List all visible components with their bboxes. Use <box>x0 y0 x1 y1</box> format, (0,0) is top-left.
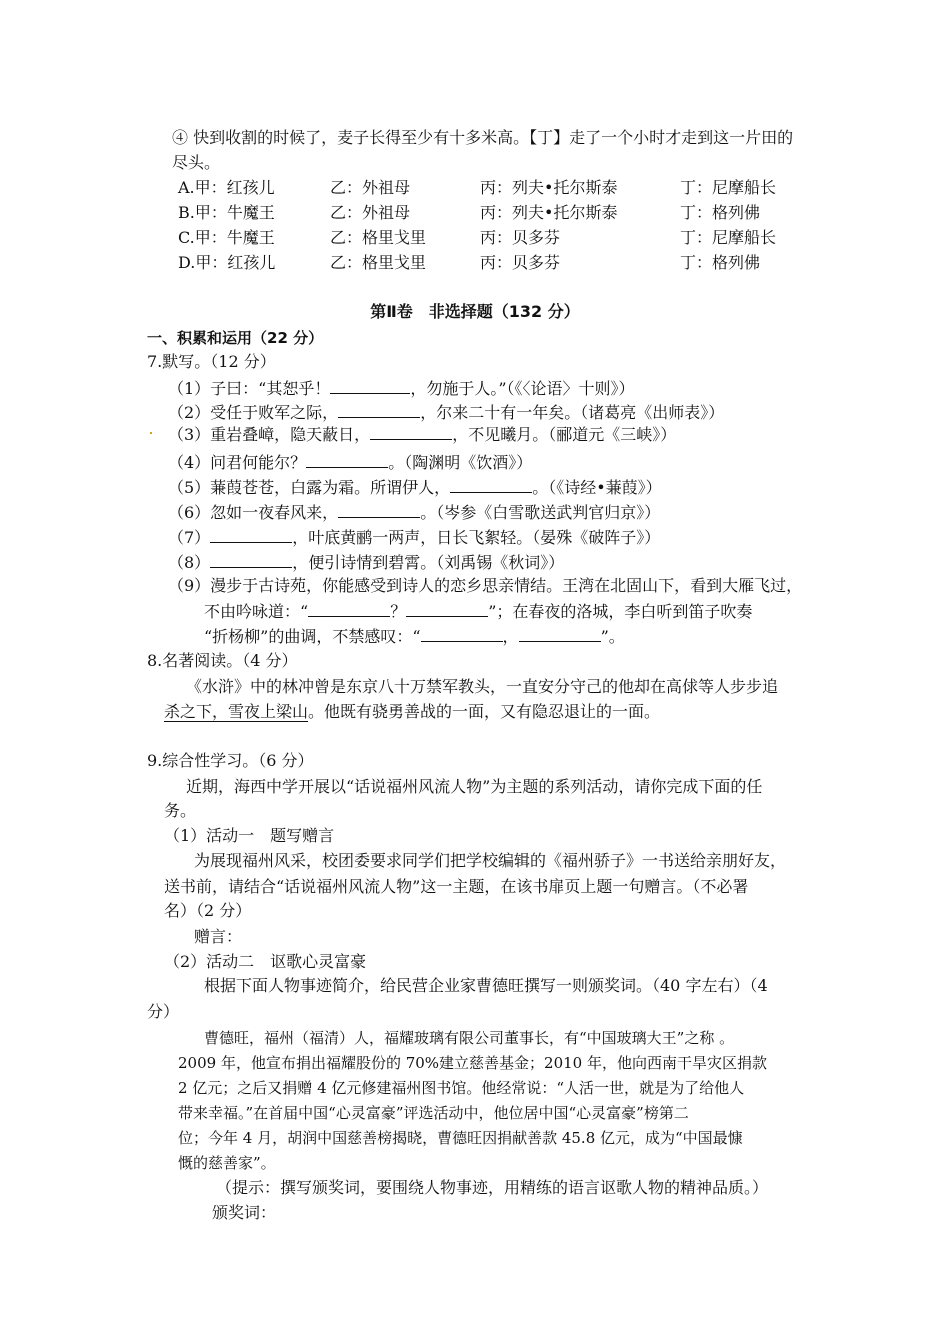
option-a-jia: A.甲：红孩儿 <box>178 178 275 197</box>
q8-title: 8.名著阅读。（4 分） <box>147 651 298 670</box>
q7-item6-suffix: 。（岑参《白雪歌送武判官归京》） <box>420 503 661 522</box>
q9-activity1-line2: 送书前，请结合“话说福州风流人物”这一主题，在该书扉页上题一句赠言。（不必署 <box>164 877 749 896</box>
q6-item4-line1: ④ 快到收割的时候了，麦子长得至少有十多米高。【丁】走了一个小时才走到这一片田的 <box>172 128 794 147</box>
q8-underlined-phrase: 杀之下，雪夜上梁山 <box>164 702 309 721</box>
q9-bio-line6: 慨的慈善家”。 <box>178 1154 276 1172</box>
q7-item7 <box>168 527 660 548</box>
q7-item1 <box>168 378 635 399</box>
q7-item9-l2-suffix: ”；在春夜的洛城，李白听到笛子吹奏 <box>488 602 753 621</box>
q7-item6-prefix: （6）忽如一夜春风来， <box>168 503 339 522</box>
q9-bio-line1: 曹德旺，福州（福清）人，福耀玻璃有限公司董事长，有“中国玻璃大王”之称 。 <box>204 1029 735 1047</box>
option-c-yi: 乙：格里戈里 <box>330 228 427 247</box>
q7-item9-l3-mid: ， <box>502 627 519 646</box>
q7-item2 <box>168 402 724 423</box>
q7-item5-blank[interactable] <box>450 477 532 493</box>
q7-item2-suffix: ，尔来二十有一年矣。（诸葛亮《出师表》） <box>420 403 725 422</box>
q7-item3 <box>168 424 676 445</box>
q7-item9-blank1[interactable] <box>308 601 390 617</box>
q7-item1-blank[interactable] <box>330 378 410 394</box>
option-c-jia: C.甲：牛魔王 <box>178 228 275 247</box>
q9-title: 9.综合性学习。（6 分） <box>147 751 314 770</box>
option-b-jia: B.甲：牛魔王 <box>178 203 275 222</box>
q7-item2-blank[interactable] <box>338 402 420 418</box>
q8-line2-rest: 。他既有骁勇善战的一面，又有隐忍退让的一面。 <box>308 702 661 721</box>
q7-title: 7.默写。（12 分） <box>147 352 276 371</box>
q7-item9-blank2[interactable] <box>406 601 488 617</box>
q7-item3-prefix: （3）重岩叠嶂，隐天蔽日， <box>168 425 371 444</box>
option-a-bing: 丙：列夫•托尔斯泰 <box>480 178 618 197</box>
q7-item9-line3 <box>204 626 625 647</box>
option-b-ding: 丁：格列佛 <box>680 203 761 222</box>
q7-item9-blank3[interactable] <box>421 626 503 642</box>
q9-activity1-line3: 名）（2 分） <box>164 901 252 920</box>
q7-item9-line1: （9）漫步于古诗苑，你能感受到诗人的恋乡思亲情结。王湾在北固山下，看到大雁飞过， <box>168 576 803 595</box>
option-d-jia: D.甲：红孩儿 <box>178 253 276 272</box>
q7-item8 <box>168 552 564 573</box>
q7-item7-blank[interactable] <box>210 527 292 543</box>
part2-title: 第Ⅱ卷 非选择题（132 分） <box>370 302 580 321</box>
q7-item4-blank[interactable] <box>306 452 388 468</box>
q9-activity2-heading: （2）活动二 讴歌心灵富豪 <box>164 952 367 971</box>
q9-bio-line5: 位；今年 4 月，胡润中国慈善榜揭晓，曹德旺因捐献善款 45.8 亿元，成为“中国最慷 <box>178 1129 743 1147</box>
q7-item7-suffix: ，叶底黄鹂一两声，日长飞絮轻。（晏殊《破阵子》） <box>292 528 661 547</box>
q7-item6-blank[interactable] <box>338 502 420 518</box>
q9-banjiangci-label: 颁奖词： <box>212 1203 277 1222</box>
q9-intro-line1: 近期，海西中学开展以“话说福州风流人物”为主题的系列活动，请你完成下面的任 <box>186 777 763 796</box>
stray-dot <box>150 432 152 434</box>
option-d-ding: 丁：格列佛 <box>680 253 761 272</box>
q9-hint: （提示：撰写颁奖词，要围绕人物事迹，用精练的语言讴歌人物的精神品质。） <box>216 1178 769 1197</box>
q7-item4-suffix: 。（陶渊明《饮酒》） <box>388 453 533 472</box>
q7-item9-l3-suffix: ”。 <box>600 627 625 646</box>
option-d-yi: 乙：格里戈里 <box>330 253 427 272</box>
option-c-bing: 丙：贝多芬 <box>480 228 561 247</box>
q7-item9-blank4[interactable] <box>519 626 601 642</box>
option-row-d <box>0 253 950 273</box>
q9-activity2-line1: 根据下面人物事迹简介，给民营企业家曹德旺撰写一则颁奖词。（40 字左右）（4 <box>204 976 768 995</box>
q7-item8-suffix: ，便引诗情到碧霄。（刘禹锡《秋词》） <box>292 553 565 572</box>
q7-item6 <box>168 502 660 523</box>
q7-item9-l2-mid: ？ <box>390 602 407 621</box>
q7-item5 <box>168 477 662 498</box>
q7-item4-prefix: （4）问君何能尔？ <box>168 453 307 472</box>
q9-bio-line3: 2 亿元；之后又捐赠 4 亿元修建福州图书馆。他经常说：“人活一世，就是为了给他人 <box>178 1079 745 1097</box>
option-c-ding: 丁：尼摩船长 <box>680 228 777 247</box>
option-row-c <box>0 228 950 248</box>
q6-item4-line2: 尽头。 <box>172 153 221 172</box>
q7-item9-line2 <box>204 601 752 622</box>
q9-activity2-line2: 分） <box>147 1002 180 1021</box>
q9-activity1-line1: 为展现福州风采，校团委要求同学们把学校编辑的《福州骄子》一书送给亲朋好友， <box>194 851 787 870</box>
option-row-b <box>0 203 950 223</box>
option-d-bing: 丙：贝多芬 <box>480 253 561 272</box>
q7-item9-l2-prefix: 不由吟咏道：“ <box>204 602 309 621</box>
q7-item9-l3-prefix: “折杨柳”的曲调，不禁感叹：“ <box>204 627 421 646</box>
q7-item8-blank[interactable] <box>210 552 292 568</box>
section1-heading: 一、积累和运用（22 分） <box>147 329 324 347</box>
q7-item5-prefix: （5）蒹葭苍苍，白露为霜。所谓伊人， <box>168 478 451 497</box>
option-b-yi: 乙：外祖母 <box>330 203 411 222</box>
q7-item3-blank[interactable] <box>370 424 452 440</box>
q9-bio-line4: 带来幸福。”在首届中国“心灵富豪”评选活动中，他位居中国“心灵富豪”榜第二 <box>178 1104 689 1122</box>
option-a-ding: 丁：尼摩船长 <box>680 178 777 197</box>
option-a-yi: 乙：外祖母 <box>330 178 411 197</box>
q7-item5-suffix: 。（《诗经•蒹葭》） <box>532 478 662 497</box>
q7-item1-prefix: （1）子曰：“其恕乎！ <box>168 379 331 398</box>
q9-intro-line2: 务。 <box>164 801 197 820</box>
q9-activity1-heading: （1）活动一 题写赠言 <box>164 826 335 845</box>
option-b-bing: 丙：列夫•托尔斯泰 <box>480 203 618 222</box>
q8-line2 <box>164 702 660 722</box>
q9-zengyan-label: 赠言： <box>194 927 243 946</box>
option-row-a <box>0 178 950 198</box>
q7-item4 <box>168 452 532 473</box>
q7-item8-prefix: （8） <box>168 553 211 572</box>
q7-item2-prefix: （2）受任于败军之际， <box>168 403 339 422</box>
q8-line1: 《水浒》中的林冲曾是东京八十万禁军教头，一直安分守己的他却在高俅等人步步追 <box>186 677 779 696</box>
q7-item7-prefix: （7） <box>168 528 211 547</box>
q7-item3-suffix: ，不见曦月。（郦道元《三峡》） <box>452 425 677 444</box>
q9-bio-line2: 2009 年，他宣布捐出福耀股份的 70%建立慈善基金；2010 年，他向西南干旱灾区捐款 <box>178 1054 767 1072</box>
q7-item1-suffix: ，勿施于人。”（《〈论语〉十则》） <box>410 379 635 398</box>
